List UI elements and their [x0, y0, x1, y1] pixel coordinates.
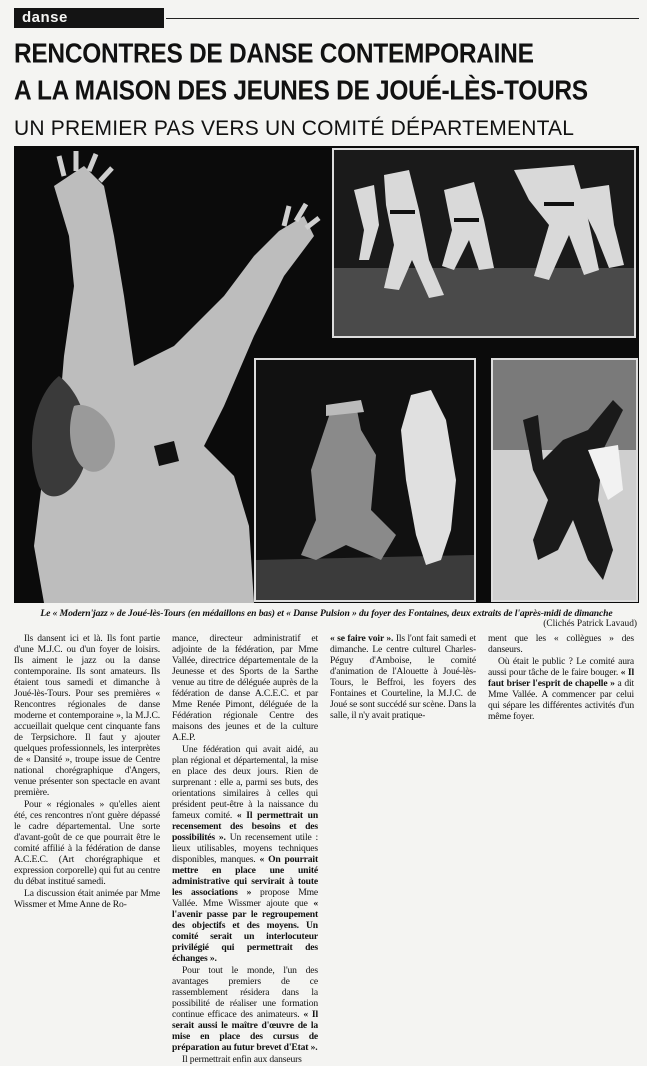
group-dancers-photo — [332, 148, 636, 338]
quote-bold: « se faire voir ». — [330, 633, 394, 644]
dancers-in-motion-photo — [491, 358, 638, 602]
quote-bold: « On pourrait mettre en place une unité administrative qui servirait à toute les associations » — [172, 854, 318, 898]
quote-bold: « Il serait aussi le maître d'œuvre de la mise en place des cursus de préparation au futur brevet d'Etat ». — [172, 1009, 319, 1053]
quote-bold: « Il permettrait un recensement des besoins et des possibilités ». — [172, 810, 319, 843]
article-paragraph — [172, 965, 318, 1053]
text-run: propose Mme Vallée. Mme Wissmer ajoute que — [172, 887, 318, 909]
article-paragraph: Pour « régionales » qu'elles aient été, ces rencontres n'ont guère dépassé le cadre départemental. Une sorte d'avant-goût de ce que pourrait être le comité affilié à la fédération de danse A.C.E.C. (Art chorégraphique et expression corporelle) qui fut au centre du débat institué samedi. — [14, 799, 160, 887]
article-paragraph — [488, 656, 634, 722]
section-rubric — [14, 8, 639, 28]
rubric-rule — [166, 18, 639, 19]
article-paragraph — [172, 744, 318, 964]
headline-line-2: A LA MAISON DES JEUNES DE JOUÉ-LÈS-TOURS — [14, 75, 588, 107]
article-paragraph: ment que les « collègues » des danseurs. — [488, 633, 634, 655]
photo-caption: Le « Modern'jazz » de Joué-lès-Tours (en médaillons en bas) et « Danse Pulsion » du foyer des Fontaines, deux extraits de l'après-midi de dimanche — [40, 608, 613, 619]
article-column-2 — [172, 633, 318, 1066]
rubric-label: danse — [22, 9, 68, 26]
text-run: Pour tout le monde, l'un des avantages premiers de ce rassemblement résidera dans la possibilité de réaliser une formation continue efficace des animateurs. — [172, 965, 318, 1020]
article-column-3 — [330, 633, 476, 722]
headline — [14, 36, 639, 110]
article-paragraph: mance, directeur administratif et adjointe de la fédération, par Mme Vallée, directrice départementale de la Jeunesse et des Sports de la Sarthe venue au titre de déléguée auprès de la fédération de danse A.C.E.C. et par Mme Renée Pimont, déléguée de la Fédération régionale Centre des maisons des jeunes et de la culture A.E.P. — [172, 633, 318, 743]
text-run: Une fédération qui avait aidé, au plan régional et départemental, la mise en place des deux jours. Rien de surprenant : elle a, parmi ses buts, des orientations similaires à celles qui président peut-être à la naissance du fameux comité. — [172, 744, 318, 821]
text-run: a dit Mme Vallée. A commencer par celui qui sépare les différentes activités d'un même foyer. — [488, 678, 634, 722]
photo-credit: (Clichés Patrick Lavaud) — [543, 619, 637, 629]
text-run: Ils l'ont fait samedi et dimanche. Le centre culturel Charles-Péguy d'Amboise, le comité d'animation de l'Alouette à Joué-lès-Tours, le Beffroi, les foyers des Fontaines et Courteline, la M.J.C. de Joué se sont succédé sur scène. Dans la salle, il n'y avait pratique- — [330, 633, 476, 721]
text-run: Où était le public ? Le comité aura aussi pour tâche de le faire bouger. — [488, 656, 634, 678]
text-run: Un recensement utile : lieux utilisables, moyens techniques disponibles, manques. — [172, 832, 318, 865]
headline-line-1: RENCONTRES DE DANSE CONTEMPORAINE — [14, 38, 534, 70]
crouching-dancer-photo — [254, 358, 476, 602]
article-column-1 — [14, 633, 160, 911]
quote-bold: « Il faut briser l'esprit de chapelle » — [488, 667, 635, 689]
rubric-label-box — [14, 8, 164, 28]
article-paragraph — [330, 633, 476, 721]
quote-bold: « l'avenir passe par le regroupement des objectifs et des moyens. Un comité serait un interlocuteur privilégié qui permettrait des échanges ». — [172, 898, 318, 964]
article-paragraph: La discussion était animée par Mme Wissmer et Mme Anne de Ro- — [14, 888, 160, 910]
article-paragraph: Il permettrait enfin aux danseurs — [182, 1054, 302, 1065]
article-paragraph: Ils dansent ici et là. Ils font partie d'une M.J.C. ou d'un foyer de loisirs. Ils aiment le jazz ou la danse contemporaine. Ils sont amateurs. Ils étaient tous samedi et dimanche à Joué-lès-Tours. Pour ses premières « Rencontres régionales de danse moderne et contemporaine », la M.J.C. accueillait quelque cent cinquante fans de Terpsichore. Il faut y ajouter quelques professionnels, les interprètes de « Dansité », troupe issue de Centre national chorégraphique d'Angers, venue présenter son spectacle en avant première. — [14, 633, 160, 798]
subheadline: UN PREMIER PAS VERS UN COMITÉ DÉPARTEMENTAL — [14, 117, 575, 140]
article-column-4 — [488, 633, 634, 723]
